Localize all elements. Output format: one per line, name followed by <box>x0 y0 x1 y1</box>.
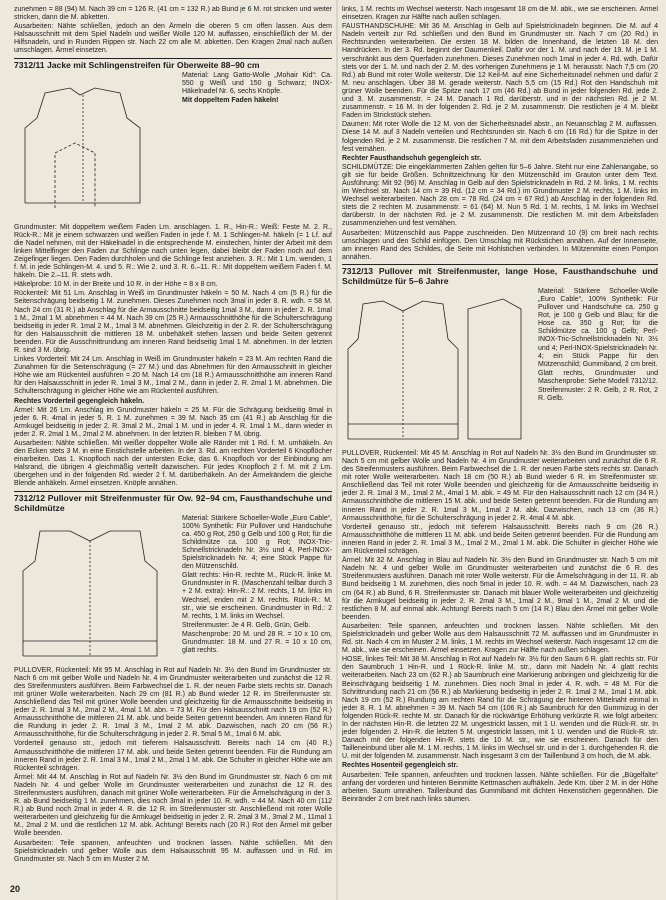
mittens-instructions: FAUSTHANDSCHUHE: Mit 36 M. Anschlag in Gelb auf Spielstricknadeln beginnen. Die M. auf 4 Nadeln verteilt zur Rd. schließen und den Bund im Grundmuster str. Nach 7 cm (20 Rd.) in Rechtsrunden weiterarbeiten. Die ersten 18 M. bilden die Innenhand, die letzten 18 M. den Handrücken. In der 3. Rd. beginnt der Daumenkeil. Dafür vor der 1. M. und nach der 19. M. je 1 M. verschränkt aus dem Querfaden zunehmen. Dieses Zunehmen noch 1mal in jeder 4. Rd. wdh. Dafür stets vor der 1. M. und nach der 2. M. des vorherigen Zunehmens je 1 M. herausstr. Nach 7,5 cm (20 Rd.) ab Bund mit roter Wolle weiterstr. Die 12 Keil-M. auf eine Sicherheitsnadel nehmen und dafür 2 M. neu anschlagen. Über 38 M. gerade weiterstr. Nach 5,5 cm (15 Rd.) Rot den Handschuh mit grüner Wolle beenden. Für die Spitze nach 17 cm (46 Rd.) ab Bund in jeder folgenden Rd. jede 2. und 3. M. zusammenstr. = 24 M. Danach 1 Rd. darüberstr. und in der nächsten Rd. je 2 M. zusammenstr. = 16 M. In der folgenden 2. Rd. je 2 M. zusammenstr. Die restlichen je 4 M. bleibt Faden im Strickstück stehen. <box>342 23 658 120</box>
trousers-instructions: HOSE, linkes Teil: Mit 38 M. Anschlag in Rot auf Nadeln Nr. 3½ für den Saum 6 R. glatt rechts str. Für den Saumbruch 1 Hin-R. und 1 Rück-R. linke M. str., dann mit Nadeln Nr. 4 glatt rechts weiterarbeiten. Nach 23 cm (62 R.) ab Saumbruch eine Markierung anbringen und gleichzeitig für die Beinschrägung beidseitig 1 M. zunehmen. Dies noch 3mal in jeder 4. R. wdh. = 48 M. Für die Schrittrundung nach 21 cm (56 R.) ab Markierung beidseitig in jeder 2. R. 1mal 2 M., 1mal 1 M. abk. Nach 19 cm (52 R.) Rundung am rechten Rand für die Schrägung der hinteren Mittelnaht einmal in jeder 8. R. 1 M. abnehmen = 39 M. Nach 54 cm (106 R.) ab Saumbruch für den Gummizug in der folgenden Rück-R. rechte M. str. Danach für die rückwärtige Erhöhung verkürzte R. wie folgt arbeiten: In der nächsten Hin-R. die letzten 22 M. ungestrickt lassen, mit 1 U. wenden und die Rück-R. str. In jeder folgenden 2. Hin-R. die letzten 5 M. ungestrickt lassen, mit 1 U. wenden und die Rück-R. str. Danach mit der folgenden Hin-R. stets die 10 M. str., wie sie erscheinen. Danach für den Tailleneinbund über alle M. 1 M. rechts, 1 M. links im Wechsel str. und in der 1. durchgehenden R. die U. mit der folgenden M. zusammenstr. Nach insgesamt 3 cm der Taillenbund 3 cm hoch, die M. abk. <box>342 656 658 761</box>
left-column <box>14 6 332 888</box>
right-mitten-note: Rechter Fausthandschuh gegengleich str. <box>342 154 482 162</box>
kids-pattern: Glatt rechts, Grundmuster und Maschenprobe: Siehe Modell 7312/12. <box>538 369 658 385</box>
cap-instructions: SCHILDMÜTZE: Die eingeklammerten Zahlen gelten für 5–6 Jahre. Steht nur eine Zahlenangabe, so gilt sie für beide Größen. Schnittzeichnung für den Mützenschild im Grauton unter dem Text. Ausführung: Mit 92 (96) M. Anschlag in Gelb auf den Spielstricknadeln in Rd. 2 M. links, 1 M. rechts im Wechsel str. Nach 14 cm = 39 Rd. (12 cm = 34 Rd.) im Grundmuster 2 M. rechts, 1 M. links im Wechsel weiterarbeiten. Nach 28 cm = 78 Rd. (24 cm = 67 Rd.) ab Anschlag in der folgenden Rd. stets die 2 rechten M. zusammenstr. = 61 (64) M. Nun 5 Rd. 1 M. rechts, 1 M. links im Wechsel darüberstr. In der nächsten Rd. je 2 M. zusammenstr. Die restlichen M. mit dem Arbeitsfaden zusammenziehen und fest vernähen. <box>342 163 658 228</box>
jacket-gauge: Häkelprobe: 10 M. in der Breite und 10 R. in der Höhe = 8 x 8 cm. <box>14 281 218 289</box>
pullover-schematic-svg <box>15 516 165 666</box>
kids-sleeve: Ärmel: Mit 32 M. Anschlag in Blau auf Nadeln Nr. 3½ den Bund im Grundmuster str. Nach 5 cm mit Nadeln Nr. 4 und gelber Wolle im Grundmuster weiterarbeiten und zunächst die 6 R. des Streifenmusters ausführen. Danach mit roter Wolle weiterstr. Für die Ärmelschrägung in der 11. R. ab Bund beidseitig 1 M. zunehmen, dies noch 5mal in jeder 10. R. wdh. = 44 M. Dazwischen, nach 23 cm (64 R.) ab Bund, 6 R. Streifenmuster str. Danach mit blauer Wolle weiterarbeiten und gleichzeitig für die Armkugel beidseitig in jeder 2. R. 2mal 3 M., 1mal 2 M., 9mal 1 M., 2mal 2 M. und die restlichen 8 M. auf einmal abk. Achtung! Bereits nach 5 cm (14 R.) Blau den Ärmel mit gelber Wolle beenden. <box>342 557 658 621</box>
column-gutter <box>336 0 338 900</box>
kids-schematic-svg <box>343 289 528 449</box>
thumb-instructions: Daumen: Mit roter Wolle die 12 M. von der Sicherheitsnadel abstr., an Neuanschlag 2 M. auffassen. Diese 14 M. auf 3 Nadeln verteilen und Rechtsrunden str. Nach 6 cm (16 Rd.) für die Spitze in der folgenden Rd. je 2 M. zusammenstr. Die restlichen 7 M. mit dem Arbeitsfaden zusammenziehen und fest vernähen. <box>342 121 658 153</box>
section-title-7312-11: 7312/11 Jacke mit Schlingenstreifen für Oberweite 88–90 cm <box>14 58 332 70</box>
pullover-finish: Ausarbeiten: Teile spannen, anfeuchten und trocknen lassen. Nähte schließen. Mit den Spielstricknadeln und gelber Wolle aus dem Halsausschnitt 95 M. auffassen und in Rd. im Grundmuster str. Nach 5 cm im Muster 2 M. <box>14 839 332 863</box>
kids-schematic-diagram <box>342 288 529 450</box>
kids-back: PULLOVER, Rückenteil: Mit 45 M. Anschlag in Rot auf Nadeln Nr. 3½ den Bund im Grundmuster str. Nach 5 cm mit gelber Wolle und Nadeln Nr. 4 im Grundmuster weiterarbeiten und zunächst die 6 R. des Streifenmusters ausführen. Beim Farbwechsel die 1. R. der neuen Farbe stets rechts str. Danach mit roter Wolle weiterarbeiten. Nach 18 cm (50 R.) ab Bund wieder 6 R. im Streifenmuster str. Anschließend das Teil mit roter Wolle beenden und gleichzeitig für die Armausschnitte beidseitig in jeder 2. R. 1mal 3 M., 1mal 2 M., 4mal 1 M. abk. = 49 M. Für den Halsausschnitt nach 12 cm (34 R.) Armausschnitthöhe die mittleren 15 M. abk. und beide Seiten getrennt beenden. Für die Rundung am inneren Rand in jeder 2. R. 1mal 3 M., 1mal 2 M. abk. Dazwischen, nach 13 cm (36 R.) Armausschnitthöhe, für die Schulterschrägung in jeder 2. R. 4mal 4 M. abk. <box>342 449 658 522</box>
jacket-pattern: Grundmuster: Mit doppeltem weißem Faden Lm. anschlagen. 1. R., Hin-R.: Weiß: Feste M. 2. R., Rück-R.: Mit je einem schwarzen und weißen Faden in jede f. M. 1 Schlingen-M. häkeln (= 1 Lf. auf die Nadel nehmen, mit der Häkelnadel in die entsprechende M. einstechen, hinter der Arbeit mit dem linken Mittelfinger den Faden zur Schlinge nach unten legen, dabei bleibt der Faden noch auf dem Zeigefinger liegen. Den Faden durchholen und die Schlinge fest anziehen. 3. R.: Mit 1 Lm. wenden, 1 f. M. in jede Schlingen-M. 4. und 5. R.: Wie 2. und 3. R. 6.–11. R.: Mit doppeltem weißem Faden f. M. häkeln. Die 2.–11. R. stets wdh. <box>14 223 332 280</box>
jacket-front: Linkes Vorderteil: Mit 24 Lm. Anschlag in Weiß im Grundmuster häkeln = 23 M. Am rechten Rand die Zunahmen für die Seitenschrägung (= 27 M.) und das Abnehmen für den Armausschnitt in gleicher Höhe wie am Rückenteil ausführen = 20 M. Nach 14 cm (18 R.) Armausschnitthöhe am inneren Rand für den Halsausschnitt in jeder R. 1mal 3 M., 1mal 2 M., dann in jeder 2. R. 2mal 1 M. abnehmen. Die Schulterschrägung in gleicher Höhe wie am Rückenteil ausführen. <box>14 356 332 396</box>
kids-stripes: Streifenmuster: 2 R. Gelb, 2 R. Rot, 2 R. Gelb. <box>538 387 658 403</box>
kids-front: Vorderteil genauso str., jedoch mit tieferem Halsausschnitt. Bereits nach 9 cm (26 R.) Armausschnitthöhe die mittleren 11 M. abk. und beide Seiten getrennt beenden. Für die Rundung am inneren Rand in jeder 2. R. 1mal 3 M., 1mal 2 M., 2mal 1 M. abk. Die Schulter in gleicher Höhe wie am Rückenteil schrägen. <box>342 523 658 556</box>
pullover-material-block <box>182 515 332 657</box>
pullover-gauge: Maschenprobe: 20 M. und 28 R. = 10 x 10 cm, Grundmuster: 18 M. und 27 R. = 10 x 10 cm, glatt rechts. <box>182 630 332 655</box>
pullover-back: PULLOVER, Rückenteil: Mit 95 M. Anschlag in Rot auf Nadeln Nr. 3½ den Bund im Grundmuster str. Nach 6 cm mit gelber Wolle und Nadeln Nr. 4 im Grundmuster weiterarbeiten und zunächst die 12 R. des Streifenmusters ausführen. Beim Farbwechsel die 1. R. der neuen Farbe stets rechts str. Danach mit grüner Wolle weiterarbeiten. Nach 29 cm (81 R.) ab Bund wieder 12 R. im Streifenmuster str. Anschließend das Teil mit grüner Wolle beenden und gleichzeitig für die Armausschnitte beidseitig in jeder 2. R. 1mal 3 M., 2mal 2 M., 4mal 1 M. abn. = 73 M. Für den Halsausschnitt nach 19 cm (52 R.) Armausschnitthöhe die mittleren 21 M. abk. und beide Seiten getrennt beenden. Am inneren Rand für die Rundung in jeder 2. R. 1mal 3 M., 1mal 2 M. abk. Dazwischen, nach 20 cm (56 R.) Armausschnitthöhe, für die Schulterschrägung in jeder 2. R. 5mal 5 M., 1mal 6 M. abk. <box>14 666 332 739</box>
right-column <box>342 6 658 888</box>
pullover-stripes: Streifenmuster: Je 4 R. Gelb, Grün, Gelb. <box>182 621 311 629</box>
jacket-material: Material: Lang Gatto-Wolle „Mohair Kid“: Ca. 550 g Weiß und 150 g Schwarz; INOX-Häkelnadel Nr. 6, sechs Knöpfe. <box>182 71 332 95</box>
pullover-finish-cont: links, 1 M. rechts im Wechsel weiterstr. Nach insgesamt 18 cm die M. abk., wie sie erscheinen. Ärmel einsetzen. Kragen zur Hälfte nach außen schlagen. <box>342 6 658 22</box>
pullover-front: Vorderteil genauso str., jedoch mit tieferem Halsausschnitt. Bereits nach 14 cm (40 R.) Armausschnitthöhe die mittleren 17 M. abk. und beide Seiten getrennt beenden. Für die Rundung am inneren Rand in jeder 2. R. 1mal 3 M., 1mal 2 M., 2mal 1 M. abk. Die Schulter in gleicher Höhe wie am Rückenteil schrägen. <box>14 740 332 772</box>
kids-material-block <box>538 288 658 404</box>
jacket-pattern-title: Mit doppeltem Faden häkeln! <box>182 96 279 104</box>
pullover-schematic-diagram <box>14 515 166 667</box>
jacket-back: Rückenteil: Mit 51 Lm. Anschlag in Weiß im Grundmuster häkeln = 50 M. Nach 4 cm (5 R.) für die Seitenschrägung beidseitig 1 M. zunehmen. Dieses Zunehmen noch 3mal in jeder 8. R. wdh. = 58 M. Nach 24 cm (31 R.) ab Anschlag für die Armausschnitte beidseitig 1mal 3 M., dann in jeder 2. R. 1mal 1 M., 2mal 1 M. abnehmen = 44 M. Nach 39 cm (25 R.) Armausschnitthöhe für die Schulterschrägung beidseitig in jeder R. 1mal 2 M., 1mal 3 M. abnehmen. Gleichzeitig in der 2. R. der Schulterschrägung für den Halsausschnitt die mittleren 18 M. unbehäkelt stehen lassen und beide Seiten getrennt beenden. Für die Ausschnittrundung am inneren Rand beidseitig 1mal 1 M. abnehmen. In der letzten R. sind 3 M. übrig. <box>14 290 332 354</box>
kids-material: Material: Stärkere Schoeller-Wolle „Euro Cable“, 100% Synthetik: Für Pullover und Handschuhe ca. 250 g Rot, je 100 g Gelb und Blau; für die Hose ca. 350 g Rot; für die Schildmütze ca. 100 g Gelb; Perl-INOX-Tric-Schnellstricknadeln Nr. 3½ und 4; Perl-INOX-Spielstricknadeln Nr. 4; ein Stück Pappe für den Mützenschild; Gummiband, 2 cm breit. <box>538 287 658 368</box>
section-title-7312-13: 7312/13 Pullover mit Streifenmuster, lange Hose, Fausthandschuhe und Schildmütze für 5–6 Jahre <box>342 265 658 286</box>
section-title-7312-12: 7312/12 Pullover mit Streifenmuster für Ow. 92–94 cm, Fausthandschuhe und Schildmütze <box>14 492 332 513</box>
jacket-schematic-svg <box>15 73 175 223</box>
page-number: 20 <box>10 884 21 894</box>
pullover-material: Material: Stärkere Schoeller-Wolle „Euro Cable“, 100% Synthetik: Für Pullover und Handschuhe ca. 450 g Rot, 250 g Gelb und 100 g Rot; für die Schildmütze ca. 100 g Rot; INOX-Tric-Schnellstricknadeln Nr. 3½ und 4, Perl-INOX-Spielstricknadeln Nr. 4; eine Stück Pappe für den Mützenschild. <box>182 514 332 571</box>
trousers-finish: Ausarbeiten: Teile spannen, anfeuchten und trocknen lassen. Nähte schließen. Für die „Bügelfalte“ anfang der vorderen und hinteren Beinmitte Kettmaschen aufhäkeln. Jede Km. über 2 M. in der Höhe arbeiten. Saum umnähen. Taillenbund das Gummiband mit dichten Hexenstichen gegennähen. Die Beinränder 2 cm breit nach links säumen. <box>342 771 658 803</box>
intro-text: zunehmen = 88 (94) M. Nach 39 cm = 126 R. (41 cm = 132 R.) ab Bund je 6 M. rot stricken und weiter stricken, dann die M. abketten. <box>14 6 332 22</box>
intro-finish-text: Ausarbeiten: Nähte schließen, jedoch an den Ärmeln die oberen 5 cm offen lassen. Aus dem Halsausschnitt mit dem Spiel Nadeln und weißer Wolle 120 M. auffassen, einschließlich der M. der Hilfsnadeln, und in Runden Rippen str. Nach 22 cm alle M. abketten. Den Kragen 2mal nach außen umschlagen. Ärmel einsetzen. <box>14 23 332 55</box>
pullover-sleeve: Ärmel: Mit 44 M. Anschlag in Rot auf Nadeln Nr. 3½ den Bund im Grundmuster str. Nach 6 cm mit Nadeln Nr. 4 und gelber Wolle im Grundmuster weiterarbeiten und zunächst die 12 R. des Streifenmusters ausführen, danach mit grüner Wolle weiterarbeiten. Für die Ärmelschrägung in der 3. R. ab Bund beidseitig 1 M. zunehmen, dies noch 3mal in jeder 10. R. wdh. = 44 M. Nach 40 cm (112 R.) ab Bund noch 2mal in jeder 4. R. die 12 R. im Streifenmuster str. Anschließend mit roter Wolle weiterarbeiten und gleichzeitig für die Armkugel beidseitig in jeder 2. R. 2mal 3 M., 3mal 2 M., 11mal 1 M., 2mal 2 M. und die restlichen 12 M. abk. Achtung! Bereits nach (20 R.) Rot den Ärmel mit gelber Wolle beenden. <box>14 773 332 838</box>
jacket-sleeve: Ärmel: Mit 26 Lm. Anschlag im Grundmuster häkeln = 25 M. Für die Schrägung beidseitig 8mal in jeder 6. R. 4mal in jeder 5. R. 1 M. zunehmen = 39 M. Nach 35 cm (41 R.) ab Anschlag für die Armkugel beidseitig in jeder 2. R. 3mal 2 M., 2mal 1 M. und in jeder 4. R. 1mal 1 M., dann wieder in jeder 2. R. 2mal 1 M., 2mal 2 M. abnehmen. In der letzten R. bleiben 7 M. übrig. <box>14 406 332 438</box>
right-leg-note: Rechtes Hosenteil gegengleich str. <box>342 762 458 770</box>
jacket-finish: Ausarbeiten: Nähte schließen. Mit weißer doppelter Wolle alle Ränder mit 1 Rd. f. M. umhäkeln. An den Ecken stets 3 M. in eine Einstichstelle arbeiten. In der 3. Rd. am rechten Vorderteil 6 Knopflöcher einarbeiten. Das 1. Knopfloch nach der untersten Ecke, das 6. Knopfloch vor der Einbindung am Halsrand, die übrigen 4 gleichmäßig verteilt dazwischen. Für jedes Knopfloch 2 f. M. mit 2 Lm. übergehen und in der folgenden Rd. wieder 2 f. M. darüberhäkeln. An der Ärmelrändern die gleiche Blende anhäkeln. Ärmel einsetzen. Knöpfe annähen. <box>14 440 332 488</box>
jacket-right-front: Rechtes Vorderteil gegengleich häkeln. <box>14 397 145 405</box>
kids-finish: Ausarbeiten: Teile spannen, anfeuchten und trocknen lassen. Nähte schließen. Mit den Spielstricknadeln und gelber Wolle aus dem Halsausschnitt 72 M. auffassen und im Grundmuster in Rd. str. Nach 4 cm im Muster 2 M. links, 1 M. rechts im Wechsel weiterstr. Nach insgesamt 12 cm die M. abk., wie sie erscheinen. Ärmel einsetzen. Kragen zur Hälfte nach außen schlagen. <box>342 622 658 655</box>
pullover-pattern: Glatt rechts: Hin-R. rechte M., Rück-R. linke M. Grundmuster in R. (Maschenzahl teilbar durch 3 + 2 M. extra): Hin-R.: 2 M. rechts, 1 M. links im Wechsel, enden mit 2 M. rechts. Rück-R.: M. str., wie sie erscheinen. Grundmuster in Rd.: 2 M. rechts, 1 M. links im Wechsel. <box>182 572 332 620</box>
cap-finish: Ausarbeiten: Mützenschild aus Pappe zuschneiden. Den Mützenrand 10 (9) cm breit nach rechts umschlagen und den Schild einfügen. Den Umschlag mit Rückstichen annähen. Auf der Innenseite, am inneren Rand des Schildes, die Seite mit Hohlstichen verbinden. In Mützenmitte einen Pompon annähen. <box>342 229 658 261</box>
jacket-schematic-diagram <box>14 72 176 224</box>
jacket-material-block <box>182 72 332 106</box>
